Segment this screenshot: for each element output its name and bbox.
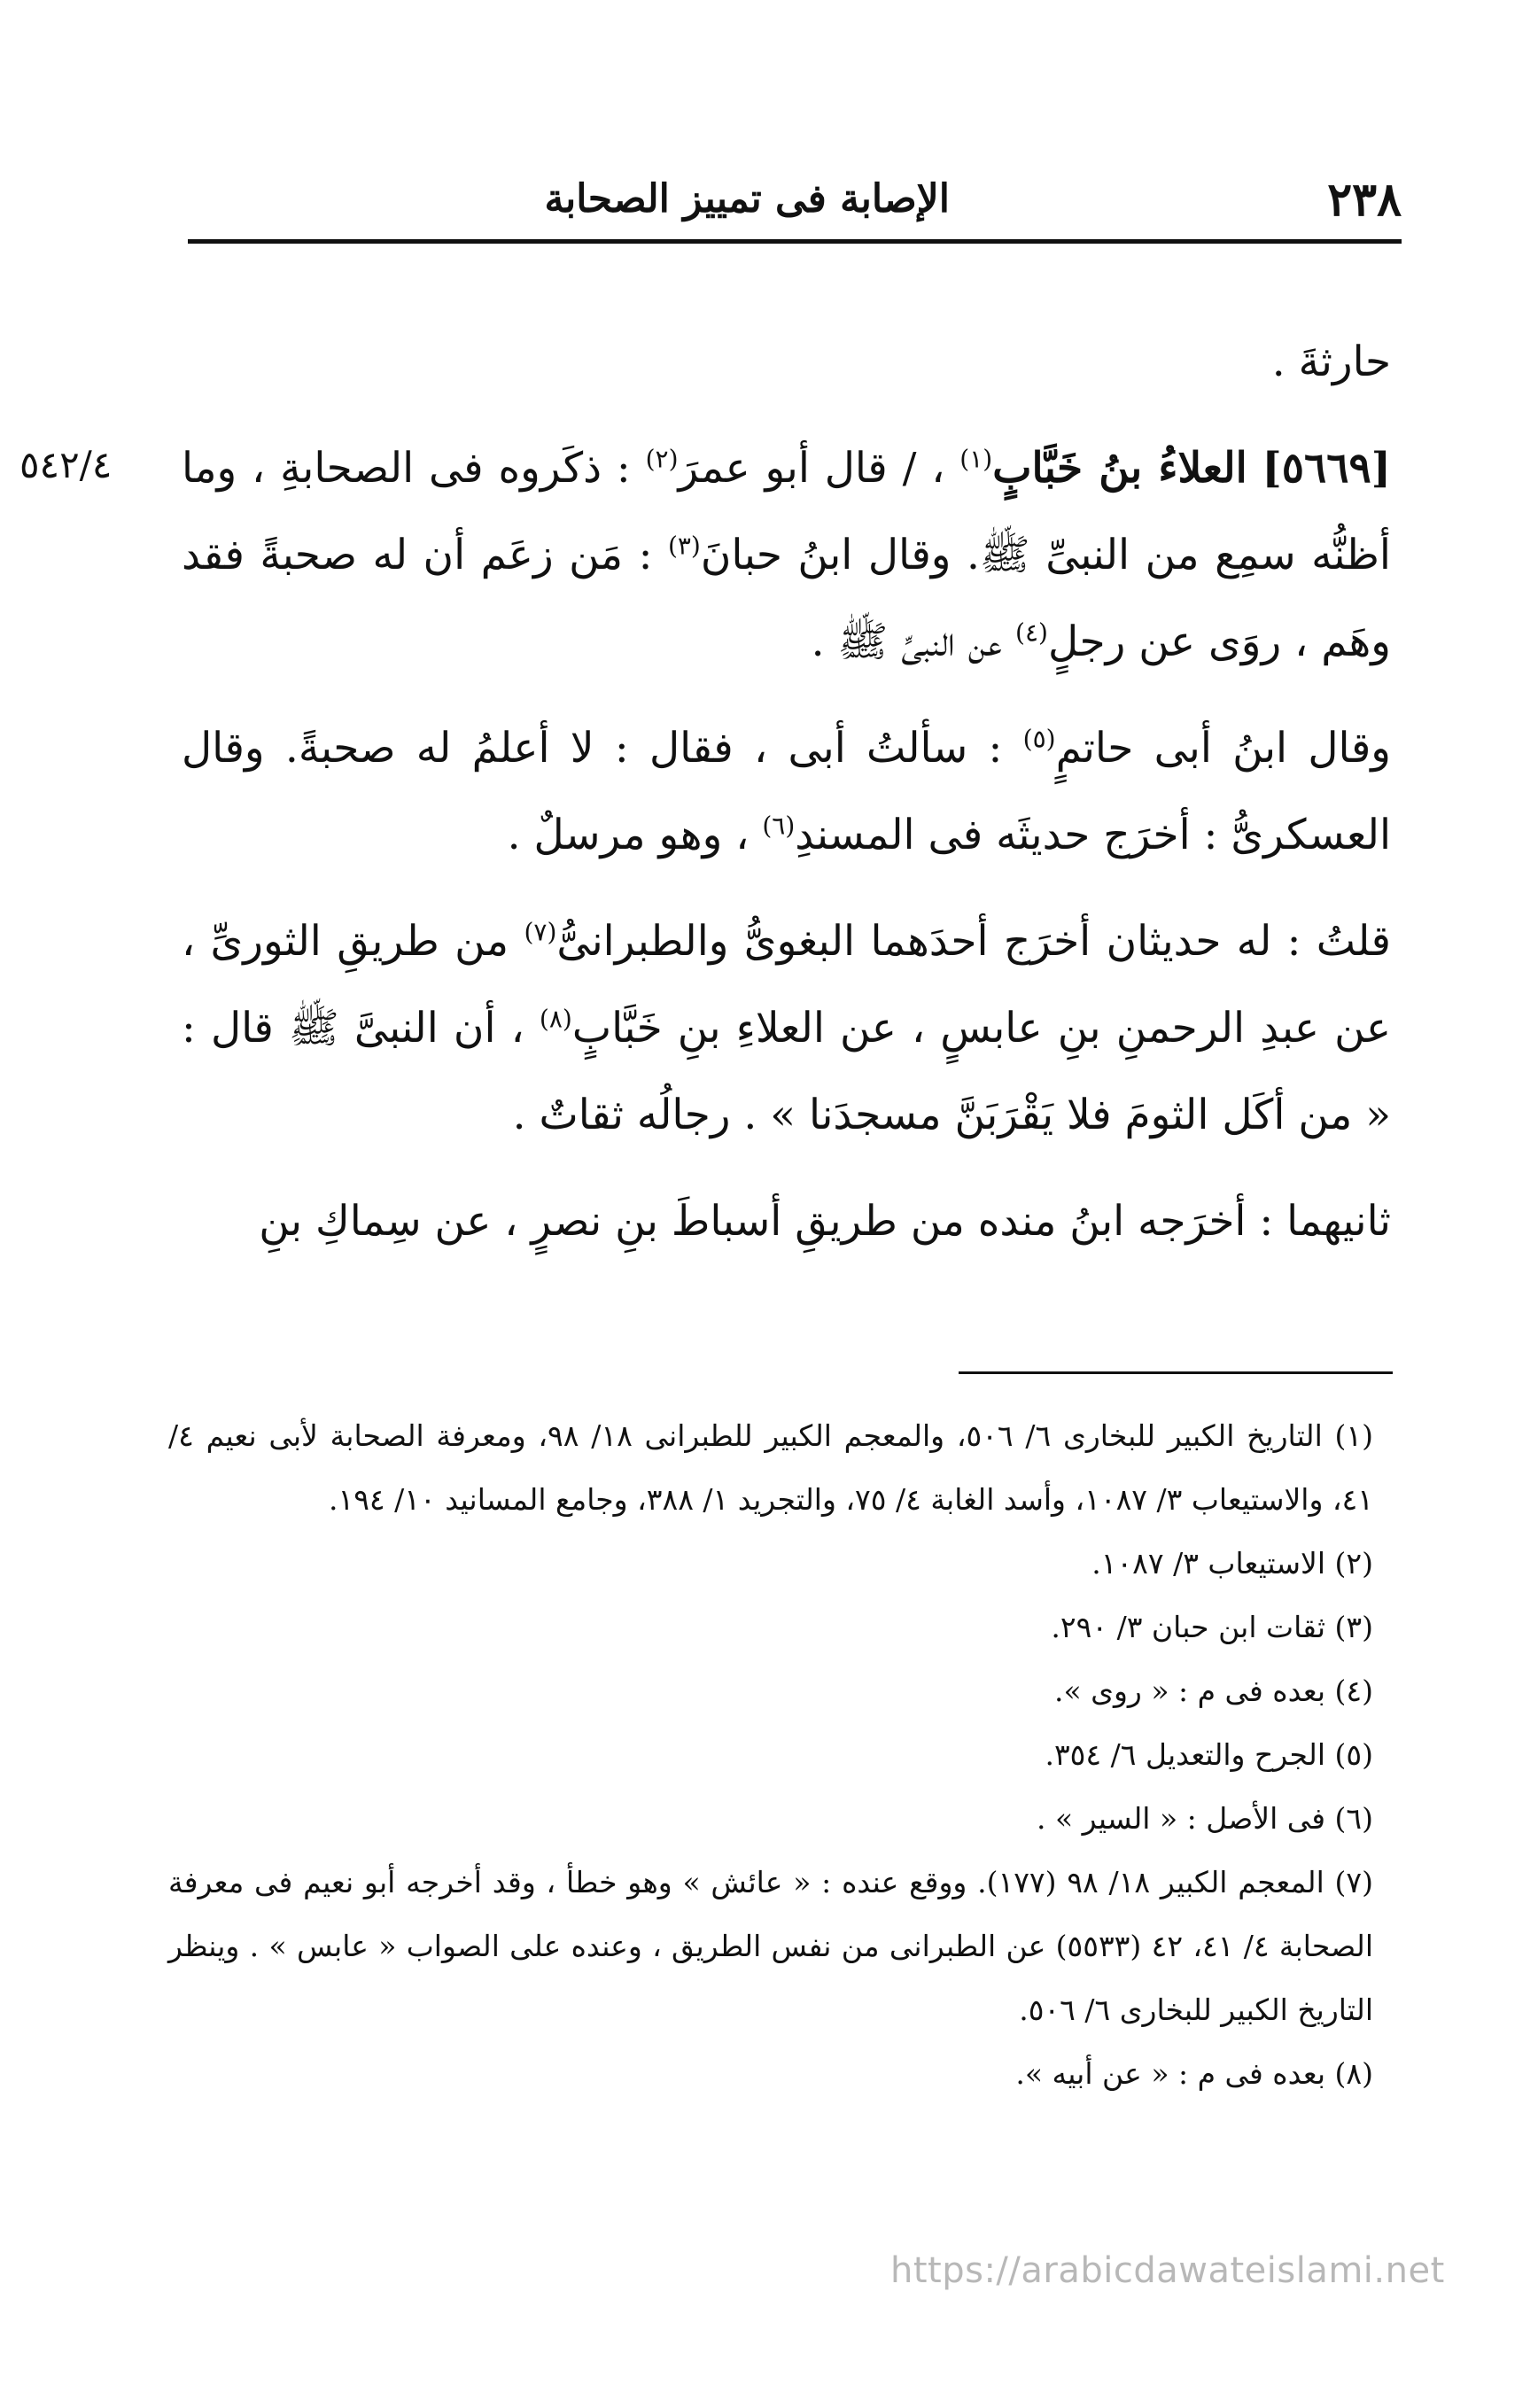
paragraph-1: حارثةَ .	[1271, 338, 1391, 386]
text-segment: : ذكَروه فى الصحابةِ ، وما أظنُّه سمِع من النبىِّ ﷺ. وقال ابنُ حبانَ	[182, 444, 1391, 579]
footnote-1: (١) التاريخ الكبير للبخارى ٦/ ٥٠٦، والمعجم الكبير للطبرانى ١٨/ ٩٨، ومعرفة الصحابة لأبى نعيم ٤/ ٤١، والاستيعاب ٣/ ١٠٨٧، وأسد الغابة ٤/ ٧٥، والتجريد ١/ ٣٨٨، وجامع المسانيد ١٠/ ١٩٤.	[168, 1418, 1373, 1517]
page-header	[188, 173, 1402, 235]
entry-name: العلاءُ بنُ خَبَّابٍ	[992, 444, 1247, 493]
running-title: الإصابة فى تمييز الصحابة	[544, 176, 950, 221]
footnote-5: (٥) الجرح والتعديل ٦/ ٣٥٤.	[1045, 1737, 1373, 1772]
paragraph-3	[182, 705, 1391, 879]
page-number: ٢٣٨	[1327, 173, 1402, 227]
footnote-ref-2: (٢)	[645, 444, 679, 474]
text-segment: : مَن زعَم أن له صحبةً فقد وهَم ، روَى عن رجلٍ	[182, 531, 1391, 666]
text-segment: من طريقِ الثورىِّ ، عن عبدِ الرحمنِ بنِ عابسٍ ، عن العلاءِ بنِ خَبَّابٍ	[182, 917, 1391, 1053]
text-segment: قلتُ : له حديثان أخرَج أحدَهما البغوىُّ والطبرانىُّ	[556, 917, 1391, 966]
footnote-8: (٨) بعده فى م : « عن أبيه ».	[1015, 2056, 1373, 2091]
footnotes	[168, 1404, 1373, 2106]
paragraph-5: ثانيهما : أخرَجه ابنُ منده من طريقِ أسباطَ بنِ نصرٍ ، عن سِماكِ بنِ	[259, 1197, 1391, 1246]
footnote-4: (٤) بعده فى م : « روى ».	[1053, 1674, 1373, 1708]
entry-number: [٥٦٦٩]	[1262, 444, 1391, 493]
footnote-ref-3: (٣)	[667, 531, 701, 561]
footnote-ref-6: (٦)	[762, 811, 796, 841]
footnote-ref-1: (١)	[959, 444, 993, 474]
footnote-divider	[959, 1371, 1393, 1374]
main-text	[182, 319, 1391, 1285]
text-segment: عن النبىِّ ﷺ .	[811, 618, 1003, 666]
footnote-ref-8: (٨)	[539, 1004, 572, 1034]
footnote-3: (٣) ثقات ابن حبان ٣/ ٢٩٠.	[1051, 1610, 1373, 1644]
margin-reference: ٥٤٢/٤	[19, 443, 113, 486]
footnote-ref-5: (٥)	[1022, 724, 1056, 754]
footnote-6: (٦) فى الأصل : « السير » .	[1036, 1801, 1373, 1836]
header-rule	[188, 239, 1402, 244]
text-segment: ، / قال أبو عمرَ	[678, 444, 945, 493]
text-segment: ، وهو مرسلٌ .	[507, 811, 750, 859]
paragraph-4	[182, 898, 1391, 1159]
watermark-url: https://arabicdawateislami.net	[890, 2250, 1445, 2291]
footnote-ref-7: (٧)	[524, 917, 557, 947]
text-segment: وقال ابنُ أبى حاتمٍ	[1055, 724, 1392, 773]
footnote-7: (٧) المعجم الكبير ١٨/ ٩٨ (١٧٧). ووقع عنده : « عائش » وهو خطأ ، وقد أخرجه أبو نعيم فى معرفة الصحابة ٤/ ٤١، ٤٢ (٥٥٣٣) عن الطبرانى من نفس الطريق ، وعنده على الصواب « عابس » . وينظر التاريخ الكبير للبخارى ٦/ ٥٠٦.	[168, 1865, 1374, 2027]
footnote-ref-4: (٤)	[1015, 618, 1048, 648]
text-segment: : سألتُ أبى ، فقال : لا أعلمُ له صحبةً. وقال العسكرىُّ : أخرَج حديثَه فى المسندِ	[182, 724, 1391, 859]
footnote-2: (٢) الاستيعاب ٣/ ١٠٨٧.	[1091, 1546, 1373, 1581]
text-segment: ، أن النبىَّ ﷺ قال : « من أكَل الثومَ فلا يَقْرَبَنَّ مسجدَنا » . رجالُه ثقاتٌ .	[182, 1004, 1391, 1139]
paragraph-2	[182, 425, 1391, 686]
